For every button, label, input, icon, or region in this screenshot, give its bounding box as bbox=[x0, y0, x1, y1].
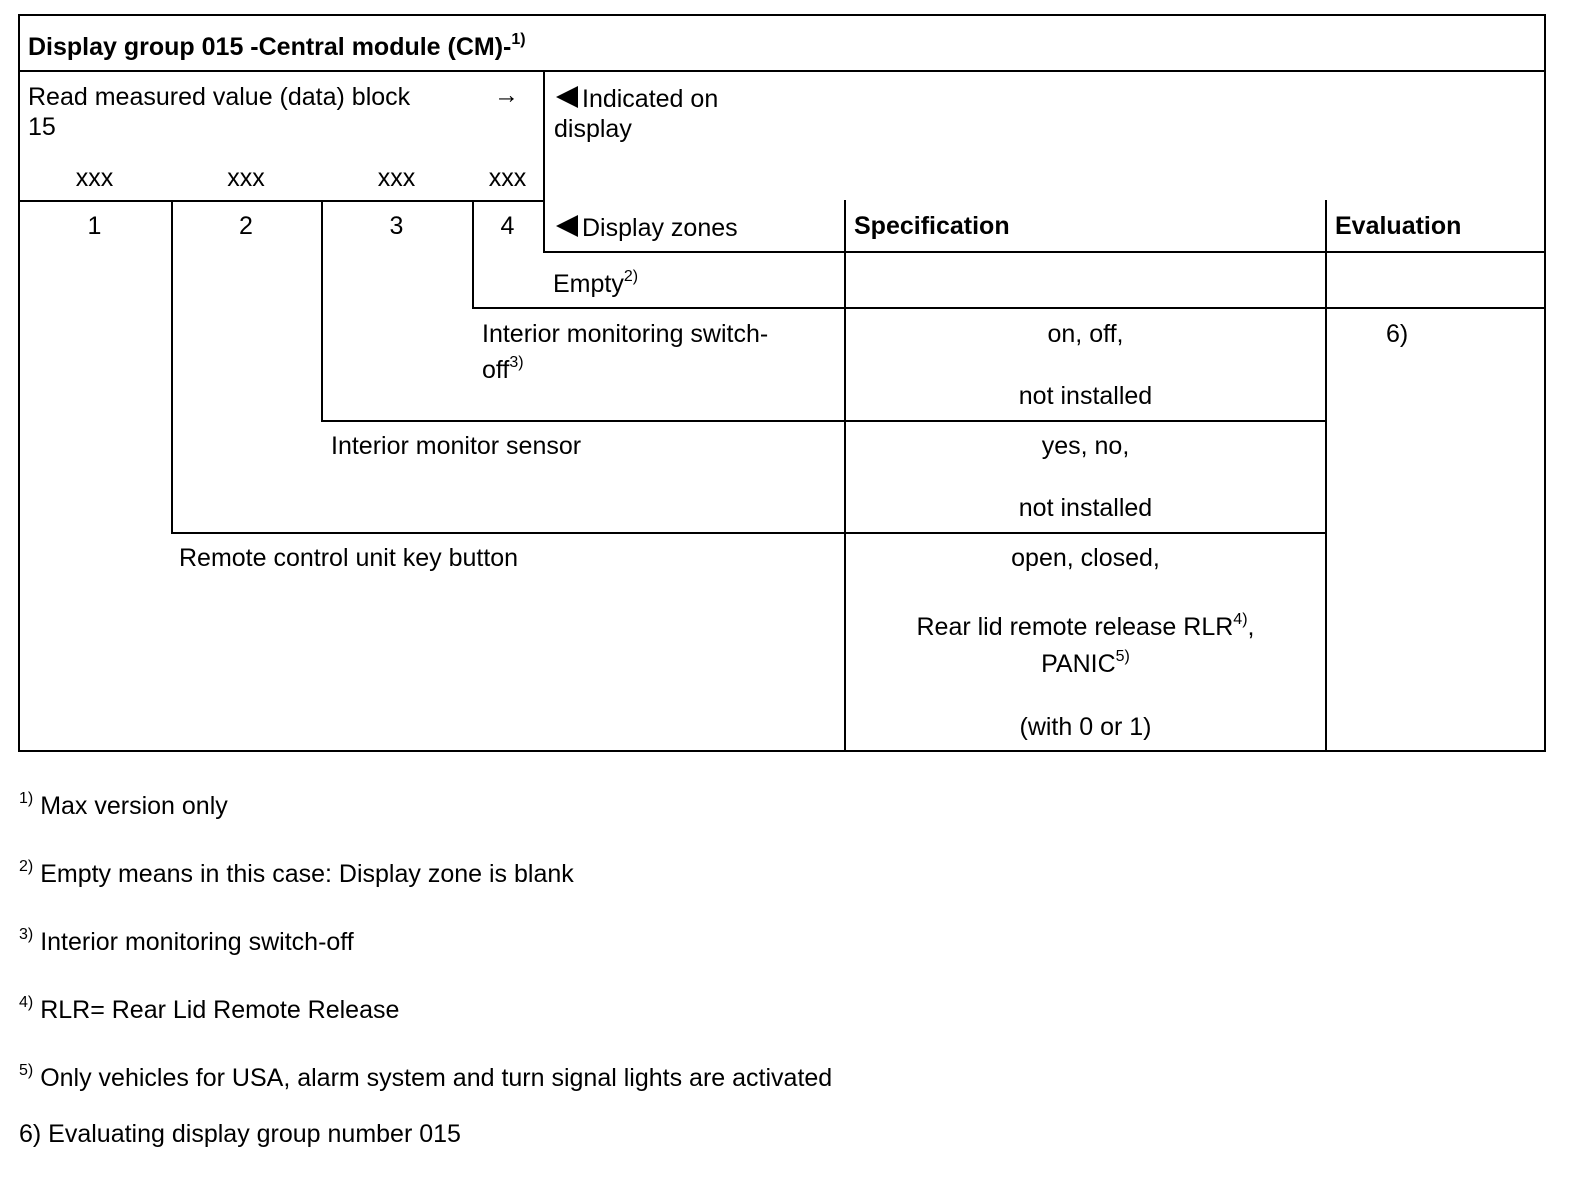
header-bottom-line bbox=[543, 251, 1546, 253]
row-switch-off-label-2: off$^{3)}$ bbox=[482, 353, 524, 384]
block-divider bbox=[543, 70, 545, 252]
table-border-left bbox=[18, 14, 20, 752]
row-sensor-label: Interior monitor sensor bbox=[331, 432, 582, 460]
row-remote-spec-4: (with 0 or 1) bbox=[1019, 713, 1152, 741]
placeholder-zone-3: xxx bbox=[377, 164, 416, 192]
row-switch-off-label-1: Interior monitoring switch- bbox=[482, 320, 769, 348]
table-border-right bbox=[1544, 14, 1546, 752]
block-number: 15 bbox=[28, 113, 56, 141]
row-empty-label: Empty$^{2)}$ bbox=[553, 267, 639, 298]
triangle-left-icon bbox=[556, 86, 578, 108]
footnote-4: $^{4)}$ RLR= Rear Lid Remote Release bbox=[19, 993, 400, 1024]
row-sensor-spec-2: not installed bbox=[1018, 494, 1153, 522]
footnote-1: $^{1)}$ Max version only bbox=[19, 789, 228, 820]
table-title: Display group 015 -Central module (CM)-$^{1)}$ bbox=[28, 30, 526, 61]
triangle-left-icon bbox=[556, 215, 578, 237]
placeholder-zone-2: xxx bbox=[227, 164, 265, 192]
title-divider bbox=[18, 70, 1546, 72]
table-border-top bbox=[18, 14, 1546, 16]
indicated-on-display: Indicated on bbox=[556, 84, 718, 114]
footnote-5: $^{5)}$ Only vehicles for USA, alarm system and turn signal lights are activated bbox=[19, 1061, 833, 1092]
row-evaluation-note: 6) bbox=[1386, 320, 1409, 348]
table-border-bottom bbox=[18, 750, 1546, 752]
zone2-row-line bbox=[171, 532, 1326, 534]
read-block-label: Read measured value (data) block bbox=[28, 83, 411, 111]
footnote-3: $^{3)}$ Interior monitoring switch-off bbox=[19, 925, 354, 956]
row-remote-spec-3: PANIC$^{5)}$ bbox=[1041, 647, 1130, 678]
indicated-display-word: display bbox=[554, 115, 632, 143]
footnote-6: 6) Evaluating display group number 015 bbox=[19, 1120, 461, 1148]
zones-top-line bbox=[18, 200, 544, 202]
row-switch-off-spec-1: on, off, bbox=[1047, 320, 1124, 348]
row-remote-label: Remote control unit key button bbox=[179, 544, 519, 572]
evaluation-header: Evaluation bbox=[1335, 212, 1462, 240]
placeholder-zone-1: xxx bbox=[75, 164, 114, 192]
arrow-right-icon: → bbox=[494, 81, 519, 109]
zone3-row-line bbox=[321, 420, 1326, 422]
zone-number-3: 3 bbox=[389, 212, 404, 240]
zone1-bracket bbox=[171, 200, 173, 534]
zone-number-2: 2 bbox=[239, 212, 253, 240]
footnote-2: $^{2)}$ Empty means in this case: Display zone is blank bbox=[19, 857, 574, 888]
display-zones-header: Display zones bbox=[556, 213, 738, 243]
row-remote-spec-1: open, closed, bbox=[1011, 544, 1160, 572]
row-sensor-spec-1: yes, no, bbox=[1041, 432, 1130, 460]
zone-number-4: 4 bbox=[500, 212, 515, 240]
eval-divider bbox=[1325, 200, 1327, 751]
row-remote-spec-2: Rear lid remote release RLR$^{4)}$, bbox=[916, 610, 1255, 641]
row-switch-off-spec-2: not installed bbox=[1018, 382, 1153, 410]
placeholder-zone-4: xxx bbox=[488, 164, 527, 192]
zone-number-1: 1 bbox=[87, 212, 102, 240]
zone4-row-line bbox=[472, 307, 1546, 309]
specification-header: Specification bbox=[854, 212, 1010, 240]
